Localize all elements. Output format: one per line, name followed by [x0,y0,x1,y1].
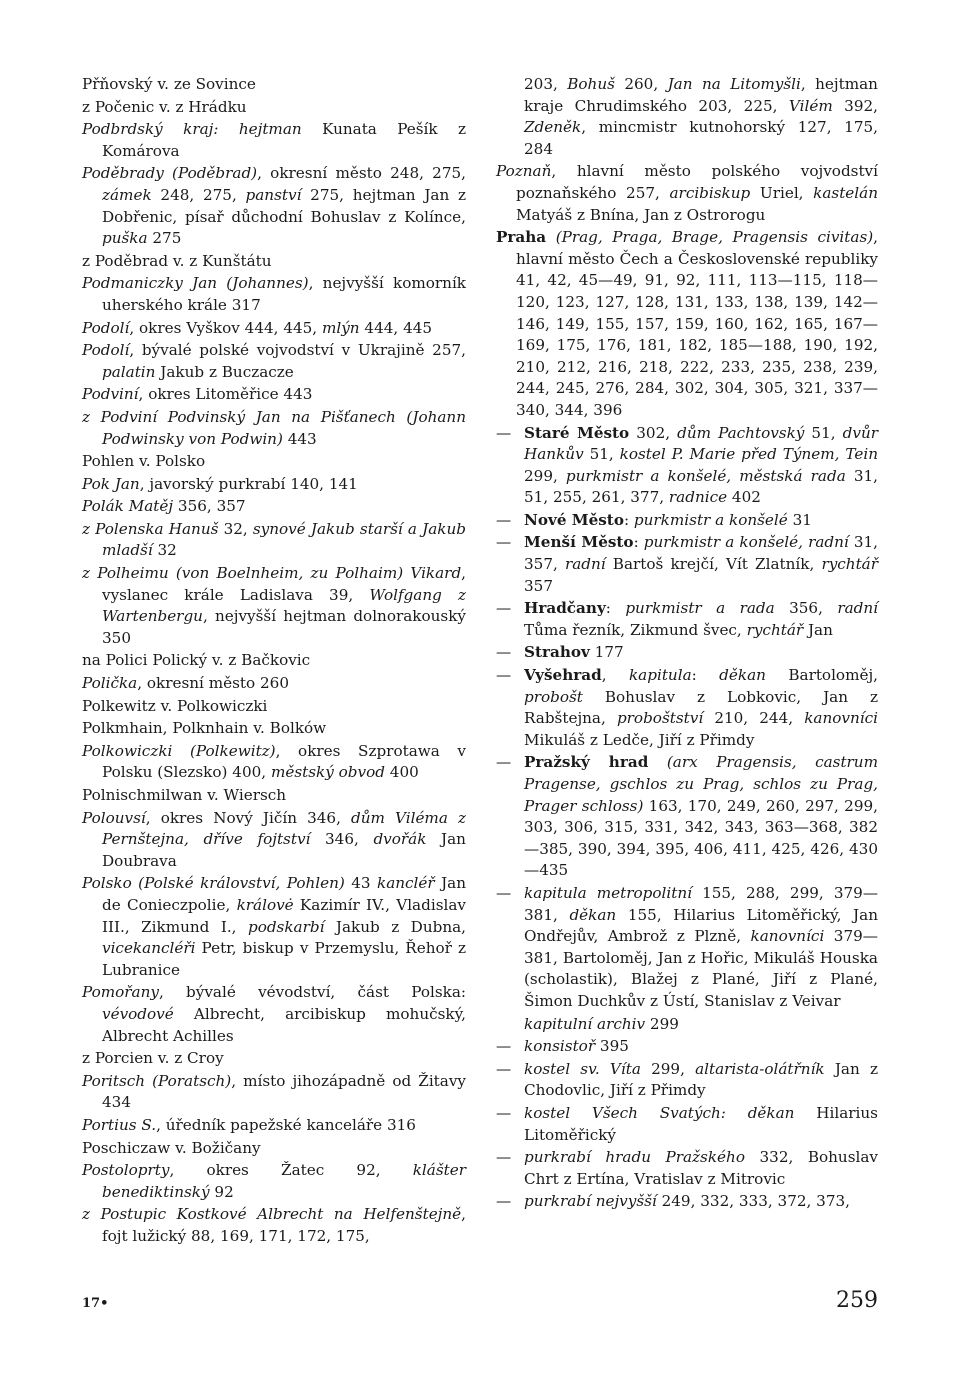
index-entry-text: Podviní, okres Litoměřice 443 [82,385,313,404]
index-entry-text: Hradčany: purkmistr a rada 356, radní Tůma řezník, Zikmund švec, rychtář Jan [524,599,878,639]
subentry-dash: — [496,533,512,552]
index-entry [82,1160,466,1203]
index-entry [496,598,878,641]
index-entry-text: Poznaň, hlavní město polského vojvodství poznaňského 257, arcibiskup Uriel, kastelán Matyáš z Bnína, Jan z Ostrorogu [496,162,878,224]
index-entry [496,161,878,226]
subentry-dash: — [496,599,512,618]
index-entry [82,1115,466,1137]
index-entry [82,785,466,807]
right-column [496,74,878,1214]
index-entry-text: kapitula metropolitní 155, 288, 299, 379—381, děkan 155, Hilarius Litoměřický, Jan Ondřejův, Ambrož z Plzně, kanovníci 379—381, Bartoloměj, Jan z Hořic, Mikuláš Houska (scholastik), Blažej z Plané, Jiří z Plané, Šimon Duchkův z Ústí, Stanislav z Veivar [524,883,879,1010]
index-entry [496,423,878,509]
index-entry [82,696,466,718]
index-entry-text: Pok Jan, javorský purkrabí 140, 141 [82,474,358,493]
page-number: 259 [836,1288,878,1313]
index-entry-text: Pomořany, bývalé vévodství, část Polska: vévodové Albrecht, arcibiskup mohučský, Albrecht Achilles [82,983,466,1045]
subentry-dash: — [496,1103,512,1122]
printer-signature: 17• [82,1296,109,1311]
index-entry-text: konsistoř 395 [524,1037,629,1056]
index-entry-text: Podmaniczky Jan (Johannes), nejvyšší komorník uherského krále 317 [82,274,467,314]
index-entry [496,227,878,421]
index-entry [82,407,466,450]
index-entry [82,97,466,119]
index-entry-text: z Polenska Hanuš 32, synové Jakub starší a Jakub mladší 32 [82,519,466,560]
index-entry-text: Strahov 177 [524,643,624,662]
index-entry [82,982,466,1047]
index-entry-text: purkrabí hradu Pražského 332, Bohuslav Chrt z Ertína, Vratislav z Mitrovic [524,1148,878,1188]
subentry-dash: — [496,883,512,902]
index-entry-text: Polák Matěj 356, 357 [82,497,246,516]
subentry-dash: — [496,1148,512,1167]
index-entry-text: Podolí, bývalé polské vojvodství v Ukrajině 257, palatin Jakub z Buczacze [82,341,466,381]
index-entry [82,340,466,383]
index-entry [496,642,878,664]
index-entry [82,673,466,695]
index-entry [82,74,466,96]
subentry-dash: — [496,1192,512,1211]
index-entry [82,1071,466,1114]
index-entry-text: Poschiczaw v. Božičany [82,1138,261,1157]
index-entry [82,650,466,672]
index-entry-text: z Porcien v. z Croy [82,1049,224,1068]
index-entry [82,808,466,873]
index-entry-text: Polnischmilwan v. Wiersch [82,786,287,804]
index-entry [496,1014,878,1036]
subentry-dash: — [496,753,512,772]
index-entry-text: z Polheimu (von Boelnheim, zu Polhaim) Vikard, vyslanec krále Ladislava 39, Wolfgang z Wartenbergu, nejvyšší hejtman dolnorakouský 350 [82,564,467,647]
index-entry [496,1103,878,1146]
index-entry-text: Poděbrady (Poděbrad), okresní město 248, 275, zámek 248, 275, panství 275, hejtman Jan z Dobřenic, písař důchodní Bohuslav z Kolínce, puška 275 [82,164,466,248]
index-entry-text: Podolí, okres Vyškov 444, 445, mlýn 444, 445 [82,318,433,337]
index-entry-text: Pohlen v. Polsko [82,452,206,471]
subentry-dash: — [496,1059,512,1078]
index-entry-text: Pražský hrad (arx Pragensis, castrum Pragense, gschlos zu Prag, schlos zu Prag, Prager schloss) 163, 170, 249, 260, 297, 299, 303, 306, 315, 331, 342, 343, 363—368, 382—385, 390, 394, 395, 406, 411, 425, 426, 430—435 [524,753,878,880]
index-entry-text: z Poděbrad v. z Kunštátu [82,251,272,270]
index-entry [82,1138,466,1160]
index-entry-text: z Počenic v. z Hrádku [82,97,247,116]
index-entry [496,752,878,882]
index-entry [496,883,878,1013]
index-entry-text: Menší Město: purkmistr a konšelé, radní 31, 357, radní Bartoš krejčí, Vít Zlatník, rychtář 357 [524,533,878,595]
index-entry [82,251,466,273]
index-entry-text: Polkowiczki (Polkewitz), okres Szprotawa v Polsku (Slezsko) 400, městský obvod 400 [82,741,466,782]
index-entry-text: Postoloprty, okres Žatec 92, klášter benediktinský 92 [82,1161,466,1201]
index-entry-text: Podbrdský kraj: hejtman Kunata Pešík z Komárova [82,120,466,160]
index-entry-text: Portius S., úředník papežské kanceláře 316 [82,1115,416,1134]
index-entry [82,119,466,162]
left-column [82,74,466,1248]
index-entry [496,1191,878,1213]
index-entry-text: z Podviní Podvinský Jan na Pišťanech (Johann Podwinsky von Podwin) 443 [82,407,466,448]
subentry-dash: — [496,510,512,529]
index-entry [496,1036,878,1058]
index-entry [82,741,466,784]
index-entry [496,665,878,751]
index-entry [496,1147,878,1190]
index-entry [82,496,466,518]
index-entry [82,451,466,473]
index-entry-text: purkrabí nejvyšší 249, 332, 333, 372, 373, [524,1192,850,1211]
index-entry [82,718,466,740]
index-entry-text: kapitulní archiv 299 [524,1014,679,1033]
index-entry-text: z Postupic Kostkové Albrecht na Helfenštejně, fojt lužický 88, 169, 171, 172, 175, [82,1205,466,1245]
index-entry-text: na Polici Polický v. z Bačkovic [82,651,311,670]
index-entry-text: kostel sv. Víta 299, altarista-olátřník Jan z Chodovlic, Jiří z Přimdy [524,1059,878,1100]
index-entry-text: Vyšehrad, kapitula: děkan Bartoloměj, probošt Bohuslav z Lobkovic, Jan z Rabštejna, proboštství 210, 244, kanovníci Mikuláš z Ledče, Jiří z Přimdy [524,666,878,749]
index-entry-text: Poritsch (Poratsch), místo jihozápadně od Žitavy 434 [82,1071,466,1112]
index-entry-text: kostel Všech Svatých: děkan Hilarius Litoměřický [524,1103,878,1144]
index-entry [82,384,466,406]
index-entry [496,1059,878,1102]
index-entry [82,1204,466,1247]
index-entry [496,510,878,532]
index-entry [496,532,878,597]
index-entry [82,163,466,249]
index-entry-text: Nové Město: purkmistr a konšelé 31 [524,510,812,529]
subentry-dash: — [496,643,512,662]
index-entry-text: Polsko (Polské království, Pohlen) 43 kancléř Jan de Conieczpolie, královė Kazimír IV., Vladislav III., Zikmund I., podskarbí Jakub z Dubna, vicekancléři Petr, biskup v Przemyslu, Řehoř z Lubranice [82,874,466,979]
subentry-dash: — [496,666,512,685]
index-entry-text: Polkmhain, Polknhain v. Bolków [82,719,327,738]
index-entry-text: Staré Město 302, dům Pachtovský 51, dvůr Hankův 51, kostel P. Marie před Týnem, Tein 299, purkmistr a konšelé, městská rada 31, 51, 255, 261, 377, radnice 402 [524,423,878,507]
index-entry [82,474,466,496]
index-entry-text: Praha (Prag, Praga, Brage, Pragensis civitas), hlavní město Čech a Československé republiky 41, 42, 45—49, 91, 92, 111, 113—115, 118—120, 123, 127, 128, 131, 133, 138, 139, 142—146, 149, 155, 157, 159, 160, 162, 165, 167—169, 175, 176, 181, 182, 185—188, 190, 192, 210, 212, 216, 218, 222, 233, 235, 238, 239, 244, 245, 276, 284, 302, 304, 305, 321, 337—340, 344, 396 [496,228,878,419]
index-entry [82,318,466,340]
index-entry [82,1048,466,1070]
index-entry-text: Polička, okresní město 260 [82,674,289,693]
index-entry [496,74,878,160]
index-entry [82,563,466,649]
index-entry-text: Polouvsí, okres Nový Jičín 346, dům Viléma z Pernštejna, dříve fojtství 346, dvořák Jan Doubrava [82,808,466,870]
subentry-dash: — [496,423,512,442]
subentry-dash: — [496,1037,512,1056]
index-entry-text: Přňovský v. ze Sovince [82,75,256,93]
index-entry-text: 203, Bohuš 260, Jan na Litomyšli, hejtman kraje Chrudimského 203, 225, Vilém 392, Zdeněk, mincmistr kutnohorský 127, 175, 284 [524,75,878,158]
index-entry [82,273,466,316]
index-entry [82,519,466,562]
index-entry-text: Polkewitz v. Polkowiczki [82,696,268,715]
index-entry [82,873,466,981]
